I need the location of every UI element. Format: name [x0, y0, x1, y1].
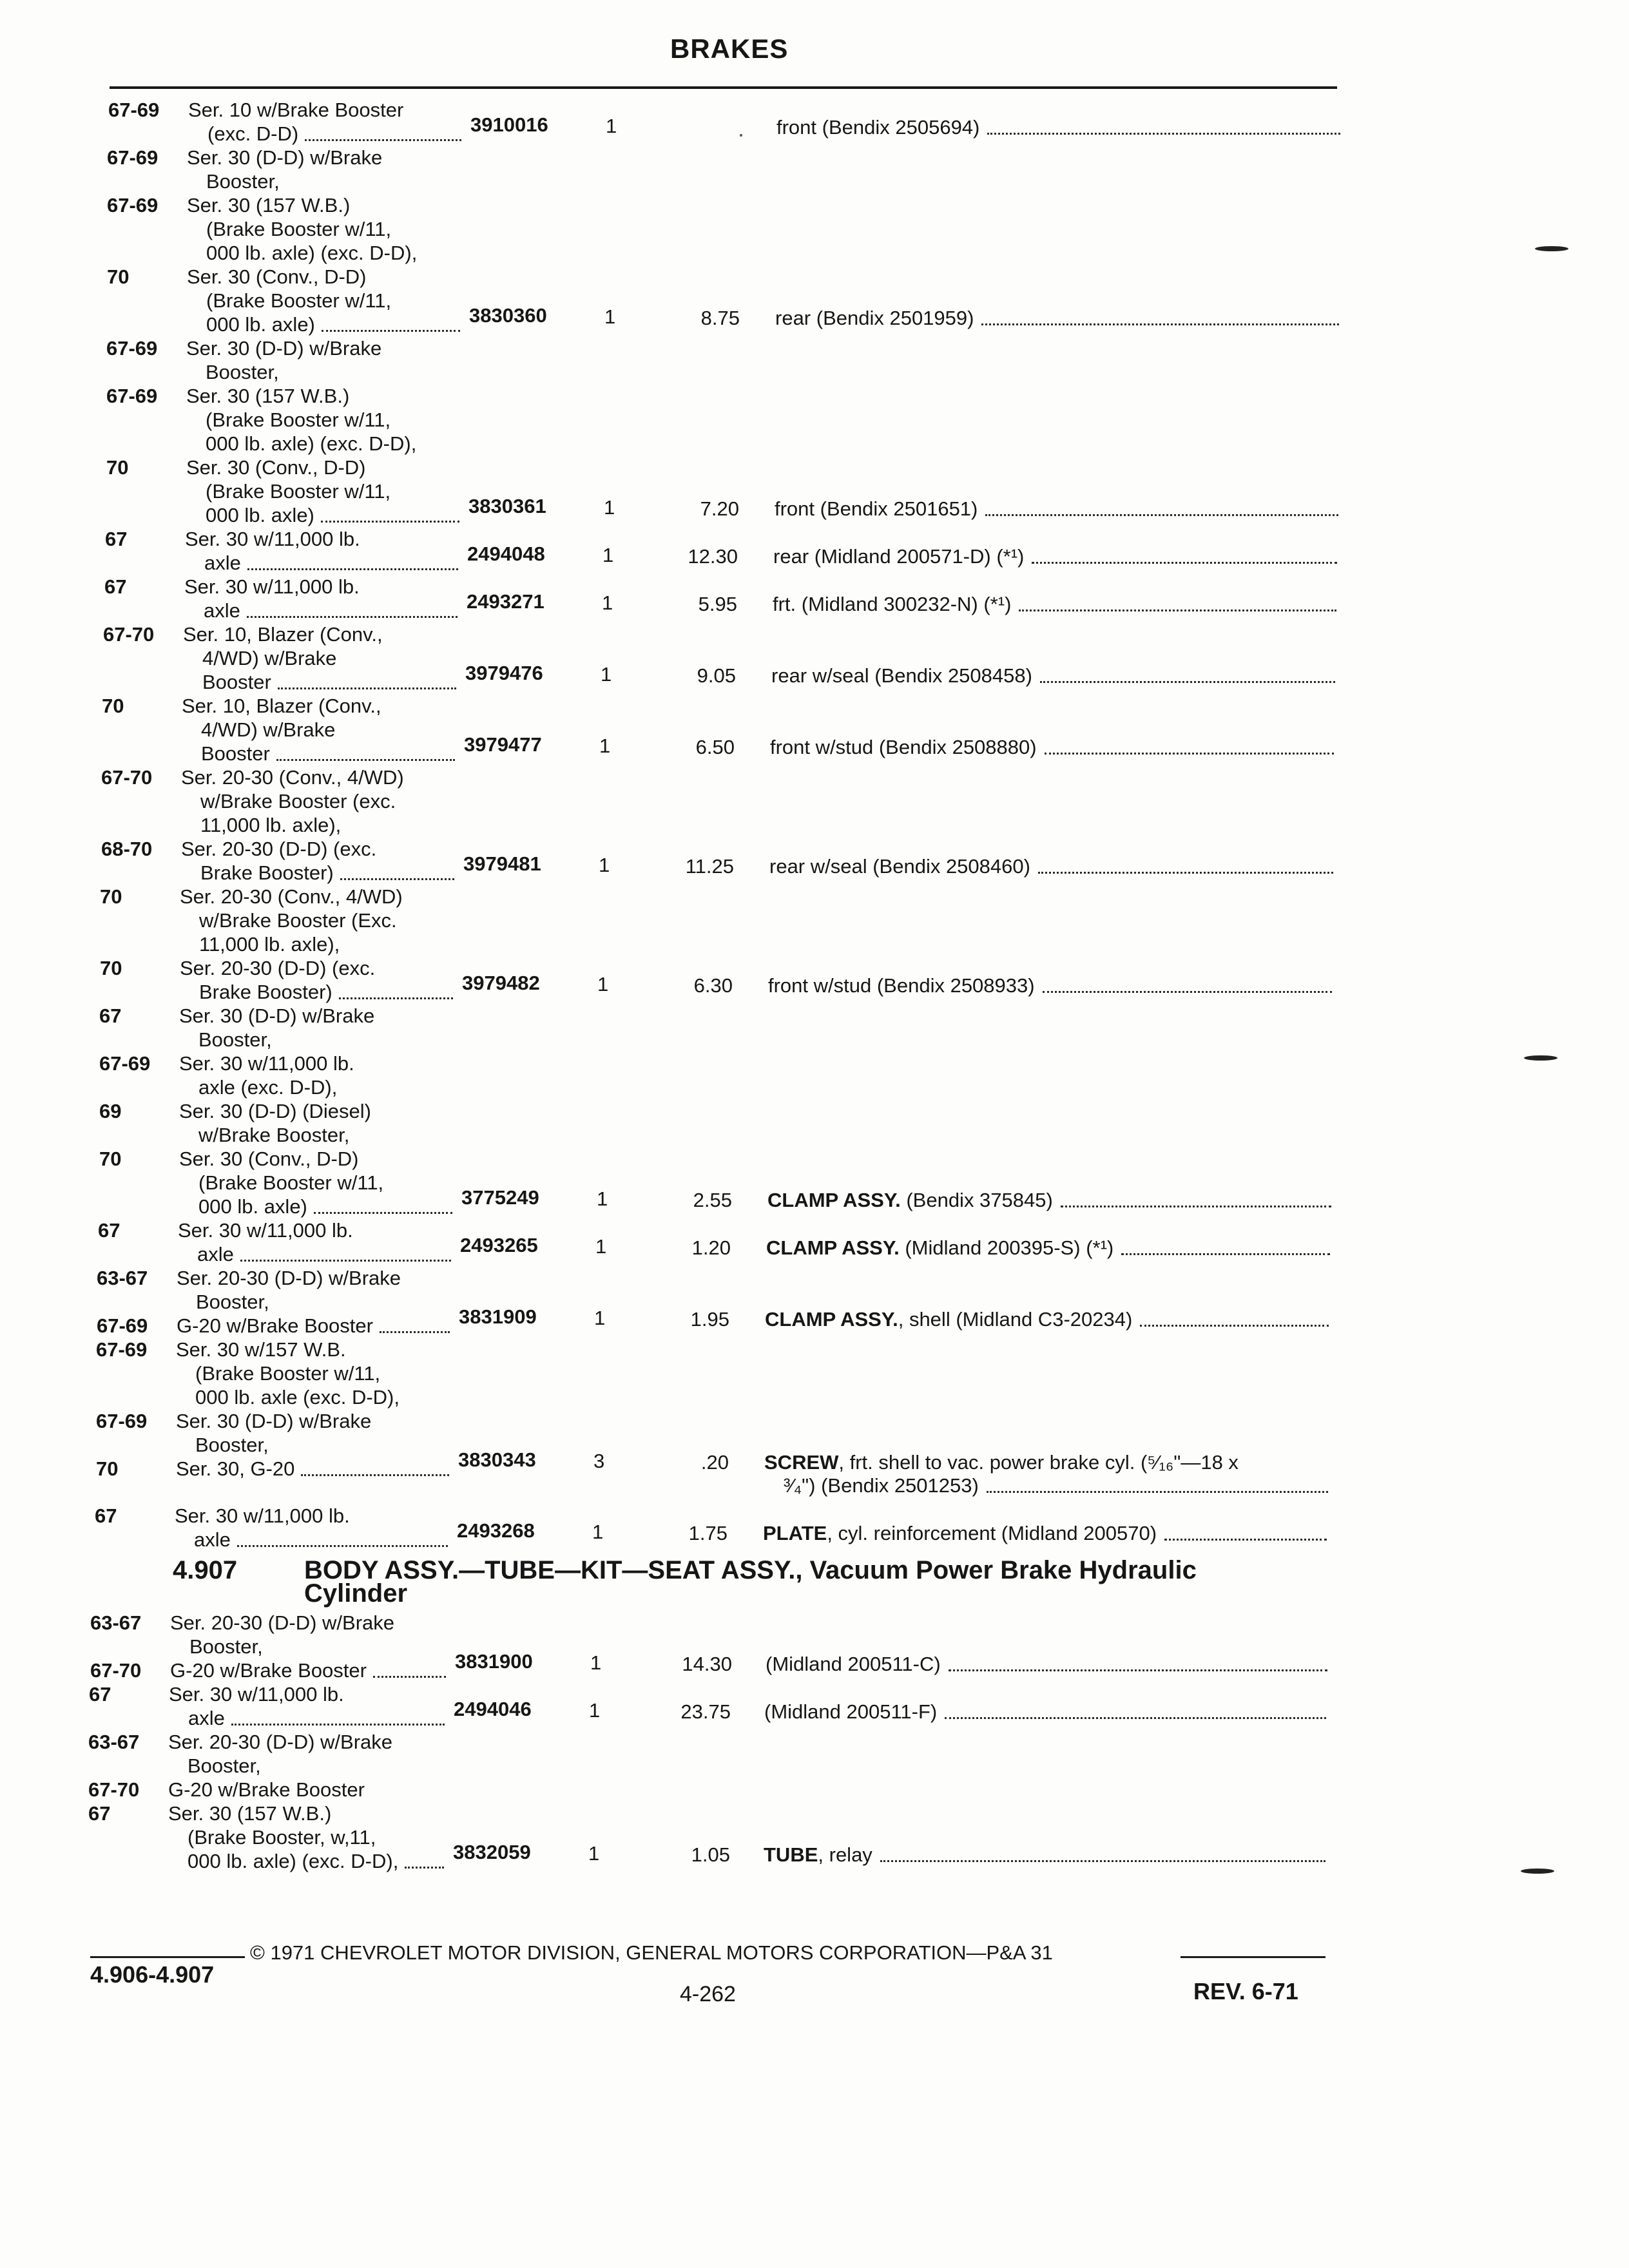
model-year: 67 — [88, 1802, 111, 1825]
quantity: 1 — [588, 1842, 600, 1865]
model-year: 67 — [95, 1504, 117, 1527]
application-text: (Brake Booster w/11, — [206, 408, 391, 431]
application-text: Brake Booster) — [200, 861, 334, 884]
footer-rule-left — [90, 1956, 245, 1958]
model-year: 67-70 — [88, 1778, 140, 1801]
model-year: 70 — [107, 265, 130, 288]
model-year: 67-69 — [96, 1338, 148, 1361]
dot-leader — [231, 1701, 445, 1725]
dot-leader — [373, 1653, 446, 1678]
application-text: Ser. 30 w/11,000 lb. — [178, 1219, 353, 1242]
price: 12.30 — [688, 545, 738, 568]
application-text: Ser. 30 (D-D) (Diesel) — [179, 1100, 371, 1122]
part-number: 3831900 — [455, 1650, 533, 1673]
price: 23.75 — [680, 1700, 731, 1723]
model-year: 67-69 — [99, 1052, 151, 1075]
dot-leader — [945, 1695, 1326, 1719]
application-text: Ser. 30 w/11,000 lb. — [184, 575, 360, 598]
part-name: PLATE — [763, 1522, 827, 1544]
part-number: 3979476 — [465, 662, 543, 684]
part-detail: front w/stud (Bendix 2508880) — [770, 736, 1037, 758]
application-text: axle (exc. D-D), — [198, 1076, 338, 1099]
price: .20 — [700, 1451, 729, 1474]
model-year: 63-67 — [88, 1731, 140, 1753]
application-text: Ser. 30 (157 W.B.) — [187, 194, 351, 216]
application-text: Booster, — [189, 1635, 263, 1658]
part-detail: (Bendix 375845) — [900, 1189, 1053, 1211]
application-text: axle — [204, 599, 240, 622]
part-detail-cont: ³⁄₄") (Bendix 2501253) — [784, 1474, 979, 1497]
application-text: 000 lb. axle) — [206, 504, 314, 526]
part-detail: rear w/seal (Bendix 2508460) — [769, 855, 1030, 878]
revision: REV. 6-71 — [1193, 1978, 1298, 2004]
dot-leader — [405, 1844, 444, 1869]
model-year: 67-69 — [108, 99, 160, 121]
model-year: 63-67 — [97, 1267, 148, 1289]
part-detail: (Midland 200511-C) — [766, 1653, 941, 1675]
application-text: Brake Booster) — [199, 981, 333, 1003]
part-number: 3831909 — [459, 1305, 537, 1328]
part-detail: rear (Bendix 2501959) — [775, 307, 974, 329]
price: 9.05 — [697, 664, 736, 687]
part-name: TUBE — [764, 1843, 818, 1866]
model-year: 67 — [105, 528, 128, 550]
part-number: 3830343 — [458, 1448, 536, 1471]
price: 1.95 — [690, 1308, 729, 1331]
application-text: Booster, — [195, 1434, 269, 1456]
margin-mark — [1535, 246, 1568, 251]
application-text: Ser. 30 w/11,000 lb. — [185, 528, 360, 550]
part-number: 3979481 — [463, 852, 541, 875]
model-year: 67 — [99, 1004, 122, 1027]
application-text: w/Brake Booster (Exc. — [199, 909, 397, 932]
part-number: 2493265 — [460, 1234, 538, 1256]
application-text: Booster, — [206, 170, 280, 193]
model-year: 70 — [106, 456, 129, 479]
price: 14.30 — [682, 1653, 732, 1675]
application-text: Ser. 30 w/157 W.B. — [176, 1338, 346, 1361]
application-text: w/Brake Booster (exc. — [200, 790, 396, 812]
application-text: 4/WD) w/Brake — [201, 718, 336, 741]
price: 8.75 — [700, 307, 740, 329]
application-text: Ser. 20-30 (D-D) w/Brake — [168, 1731, 392, 1753]
model-year: 67 — [104, 575, 127, 598]
price: 11.25 — [685, 855, 734, 878]
price: 6.30 — [693, 974, 733, 997]
application-text: 000 lb. axle) — [206, 313, 315, 336]
application-text: Booster — [201, 742, 270, 765]
quantity: 3 — [593, 1450, 605, 1472]
part-number: 3910016 — [470, 113, 548, 136]
application-text: 000 lb. axle) (exc. D-D), — [206, 242, 418, 264]
model-year: 67-69 — [107, 146, 159, 169]
application-text: (Brake Booster w/11, — [206, 289, 392, 312]
application-text: Booster, — [188, 1754, 261, 1777]
application-text: Booster, — [206, 361, 279, 383]
quantity: 1 — [599, 735, 611, 757]
quantity: 1 — [590, 1651, 602, 1674]
model-year: 70 — [96, 1457, 119, 1480]
part-detail: frt. (Midland 300232-N) (*¹) — [773, 593, 1012, 615]
model-year: 70 — [100, 957, 122, 979]
part-description — [764, 1843, 872, 1867]
application-text: Ser. 30 (Conv., D-D) — [187, 265, 367, 288]
price: 6.50 — [695, 736, 735, 758]
application-text: Ser. 30 (157 W.B.) — [186, 385, 350, 407]
quantity: 1 — [606, 115, 617, 137]
part-number: 3775249 — [461, 1186, 539, 1209]
price: 7.20 — [700, 497, 739, 520]
part-detail: (Midland 200395-S) (*¹) — [899, 1236, 1114, 1259]
application-text: Booster, — [196, 1291, 269, 1313]
part-detail: , shell (Midland C3-20234) — [898, 1308, 1133, 1331]
price: 1.20 — [691, 1236, 731, 1259]
model-year: 67-70 — [103, 623, 155, 646]
application-text: Ser. 10, Blazer (Conv., — [182, 695, 381, 717]
application-text: Ser. 30, G-20 — [176, 1457, 295, 1480]
model-year: 68-70 — [101, 838, 153, 860]
application-text: Ser. 20-30 (Conv., 4/WD) — [180, 885, 403, 908]
part-number: 3832059 — [453, 1841, 531, 1863]
part-name: CLAMP ASSY. — [766, 1236, 900, 1259]
part-detail: front (Bendix 2501651) — [775, 497, 978, 520]
application-text: axle — [204, 552, 241, 574]
model-year: 67-70 — [90, 1659, 142, 1682]
application-text: axle — [194, 1528, 231, 1551]
price: 1.05 — [691, 1843, 730, 1866]
application-text: Ser. 30 w/11,000 lb. — [175, 1504, 350, 1527]
margin-mark — [1524, 1055, 1557, 1061]
application-text: (Brake Booster w/11, — [195, 1362, 381, 1385]
application-text: Ser. 30 (Conv., D-D) — [186, 456, 366, 479]
quantity: 1 — [599, 854, 610, 876]
model-year: 70 — [100, 885, 122, 908]
quantity: 1 — [602, 591, 613, 614]
application-text: Ser. 30 (D-D) w/Brake — [179, 1004, 375, 1027]
application-text: Booster — [202, 671, 271, 693]
part-detail: front w/stud (Bendix 2508933) — [768, 974, 1035, 997]
model-year: 70 — [99, 1148, 122, 1170]
model-year: 67-69 — [106, 385, 158, 407]
quantity: 1 — [594, 1307, 606, 1329]
model-year: 67 — [89, 1683, 111, 1706]
application-text: G-20 w/Brake Booster — [170, 1659, 367, 1682]
quantity: 1 — [604, 305, 616, 328]
quantity: 1 — [597, 973, 609, 995]
quantity: 1 — [589, 1699, 601, 1722]
model-year: 67-69 — [107, 194, 159, 216]
part-number: 3830361 — [468, 495, 546, 517]
application-text: axle — [197, 1243, 234, 1265]
application-text: Ser. 30 (D-D) w/Brake — [186, 337, 382, 360]
page-number: 4-262 — [680, 1982, 736, 2006]
application-text: Ser. 30 (D-D) w/Brake — [187, 146, 383, 169]
part-description — [764, 1700, 937, 1724]
part-number: 3979482 — [462, 972, 540, 994]
part-name: CLAMP ASSY. — [765, 1308, 898, 1331]
application-text: Ser. 30 (157 W.B.) — [168, 1802, 332, 1825]
model-year: 67-69 — [97, 1314, 148, 1337]
application-text: (Brake Booster, w,11, — [188, 1826, 376, 1849]
application-text: axle — [188, 1707, 225, 1729]
price: 5.95 — [698, 593, 737, 615]
model-year: 69 — [99, 1100, 122, 1122]
application-text: Booster, — [198, 1028, 272, 1051]
quantity: 1 — [592, 1521, 604, 1543]
application-text: 11,000 lb. axle), — [199, 933, 340, 956]
dot-leader — [880, 1838, 1325, 1862]
application-text: (Brake Booster w/11, — [206, 480, 391, 503]
section-title: BODY ASSY.—TUBE—KIT—SEAT ASSY., Vacuum Power Brake Hydraulic — [304, 1556, 1197, 1584]
application-text: Ser. 20-30 (Conv., 4/WD) — [181, 766, 404, 789]
page-title: BRAKES — [670, 34, 789, 64]
application-text: Ser. 20-30 (D-D) w/Brake — [177, 1267, 401, 1289]
application-text: Ser. 20-30 (D-D) (exc. — [181, 838, 377, 860]
application-text: (Brake Booster w/11, — [206, 218, 392, 240]
application-text: G-20 w/Brake Booster — [168, 1778, 365, 1801]
application-text: Ser. 10, Blazer (Conv., — [183, 623, 383, 646]
dot-leader — [949, 1647, 1327, 1671]
application-text: Ser. 30 w/11,000 lb. — [169, 1683, 344, 1706]
part-detail: , relay — [818, 1843, 872, 1866]
copyright-line: © 1971 CHEVROLET MOTOR DIVISION, GENERAL MOTORS CORPORATION—P&A 31 — [250, 1941, 1053, 1964]
section-number: 4.907 — [173, 1556, 238, 1584]
model-year: 67 — [98, 1219, 120, 1242]
part-description — [766, 1652, 941, 1677]
part-detail: front (Bendix 2505694) — [776, 116, 980, 139]
application-text: Ser. 30 (D-D) w/Brake — [176, 1410, 372, 1432]
application-text: Ser. 20-30 (D-D) (exc. — [180, 957, 376, 979]
application-text: 000 lb. axle) (exc. D-D), — [188, 1850, 399, 1872]
application-text: Ser. 10 w/Brake Booster — [188, 99, 404, 121]
scan-speck — [740, 134, 742, 137]
application-text: (Brake Booster w/11, — [198, 1171, 384, 1194]
part-number: 2494048 — [467, 543, 545, 565]
application-text: (exc. D-D) — [207, 122, 299, 145]
application-text: 000 lb. axle) (exc. D-D), — [206, 432, 417, 455]
application-text: 000 lb. axle (exc. D-D), — [195, 1386, 400, 1408]
quantity: 1 — [602, 544, 614, 566]
model-year: 70 — [102, 695, 124, 717]
application-text: Ser. 30 w/11,000 lb. — [179, 1052, 354, 1075]
application-text: 11,000 lb. axle), — [200, 814, 342, 836]
quantity: 1 — [597, 1187, 608, 1210]
part-detail: , cyl. reinforcement (Midland 200570) — [827, 1522, 1157, 1544]
price: 1.75 — [688, 1522, 728, 1544]
quantity: 1 — [604, 496, 615, 519]
part-detail: rear w/seal (Bendix 2508458) — [771, 664, 1032, 687]
model-year: 63-67 — [90, 1611, 142, 1634]
part-number: 2494046 — [454, 1698, 532, 1720]
part-name: CLAMP ASSY. — [767, 1189, 901, 1211]
model-year: 67-70 — [101, 766, 153, 789]
part-detail: rear (Midland 200571-D) (*¹) — [773, 545, 1025, 568]
application-text: Ser. 20-30 (D-D) w/Brake — [170, 1611, 394, 1634]
application-text: 000 lb. axle) — [198, 1195, 307, 1218]
part-number: 2493271 — [467, 590, 545, 613]
model-year: 67-69 — [106, 337, 158, 360]
part-name: SCREW — [764, 1451, 839, 1474]
part-detail: (Midland 200511-F) — [764, 1700, 938, 1723]
part-number: 3830360 — [469, 304, 547, 327]
section-title-cont: Cylinder — [304, 1579, 408, 1608]
part-number: 2493268 — [457, 1519, 535, 1542]
price: 2.55 — [693, 1189, 732, 1211]
application-text: Ser. 30 (Conv., D-D) — [179, 1148, 359, 1170]
part-number: 3979477 — [464, 733, 542, 756]
footer-rule-right — [1181, 1956, 1325, 1958]
model-year: 67-69 — [96, 1410, 148, 1432]
quantity: 1 — [601, 663, 612, 686]
quantity: 1 — [595, 1235, 607, 1258]
application-text: 4/WD) w/Brake — [202, 647, 337, 669]
section-range: 4.906-4.907 — [90, 1961, 215, 1988]
application-text: G-20 w/Brake Booster — [177, 1314, 373, 1337]
part-detail: , frt. shell to vac. power brake cyl. (⁵⁄₁₆"—18 x — [838, 1451, 1239, 1474]
application-text: w/Brake Booster, — [198, 1124, 350, 1146]
margin-mark — [1521, 1869, 1554, 1874]
